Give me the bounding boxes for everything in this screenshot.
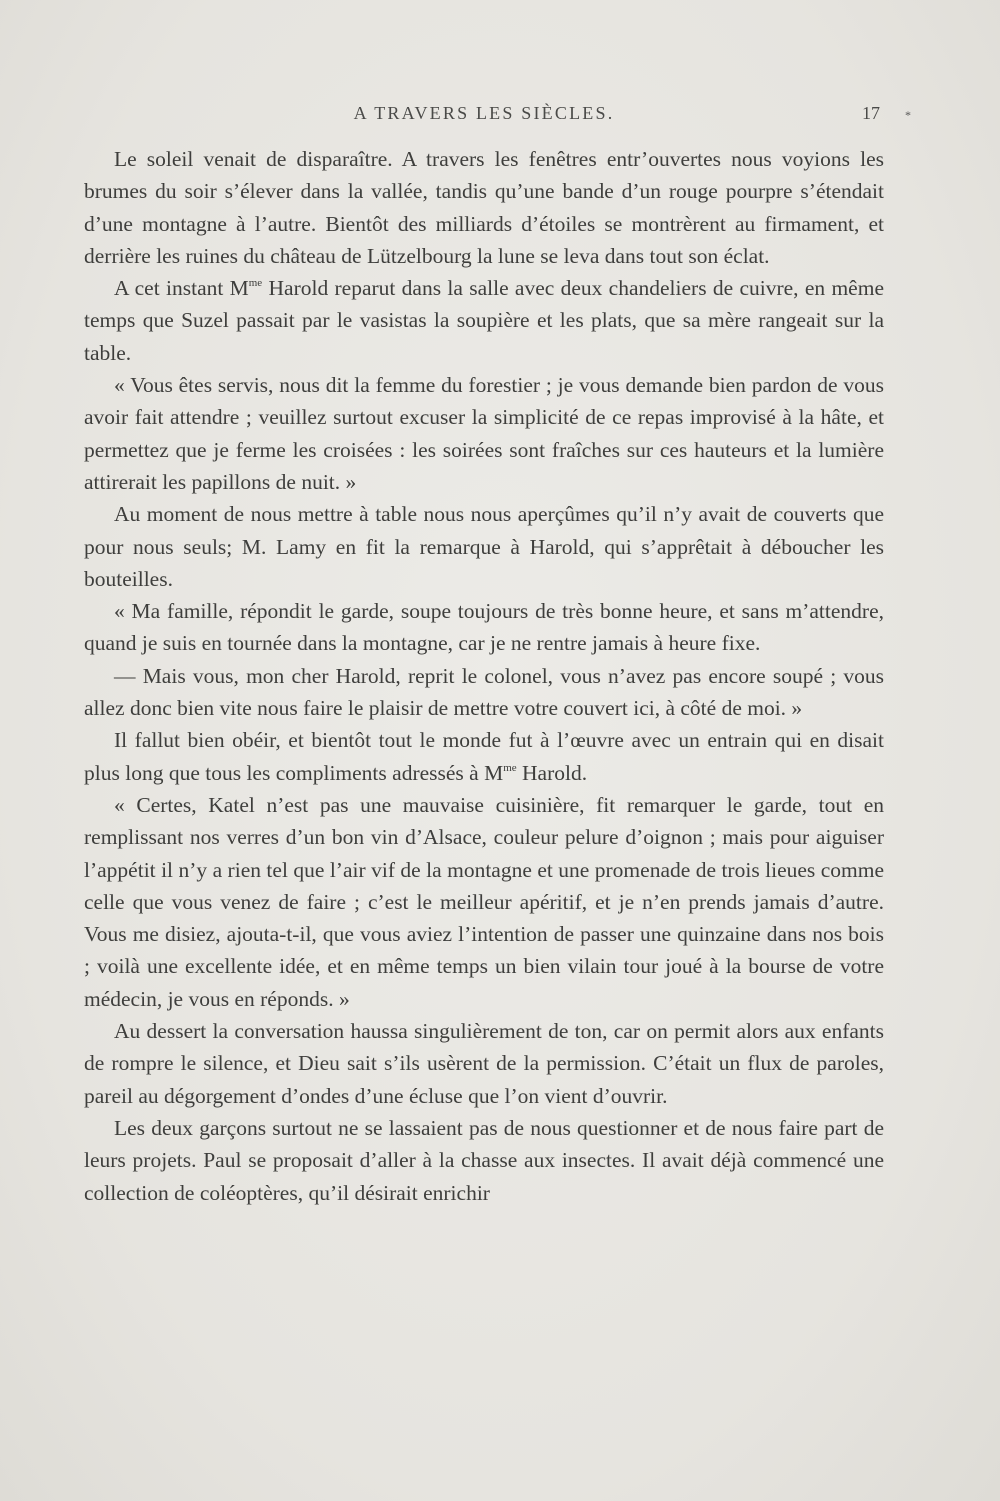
paragraph-text: A cet instant M (114, 276, 249, 301)
paragraph: « Certes, Katel n’est pas une mauvaise cuisinière, fit remarquer le garde, tout en remplissant nos verres d’un bon vin d’Alsace, couleur pelure d’oignon ; mais pour aiguiser l’appétit il n’y a rien tel que l’air vif de la montagne et une promenade de trois lieues comme celle que vous venez de faire ; c’est le meilleur apéritif, et je n’en prends jamais d’autre. Vous me disiez, ajouta-t-il, que vous aviez l’intention de passer une quinzaine dans nos bois ; voilà une excellente idée, et en même temps un bien vilain tour joué à la bourse de votre médecin, je vous en réponds. » (84, 792, 884, 1011)
body-text (84, 143, 884, 1209)
running-title: A TRAVERS LES SIÈCLES. (353, 103, 615, 123)
paragraph: Les deux garçons surtout ne se lassaient pas de nous questionner et de nous faire part de leurs projets. Paul se proposait d’aller à la chasse aux insectes. Il avait déjà commencé une collection de coléoptères, qu’il désirait enrichir (84, 1115, 884, 1205)
paragraph: Au moment de nous mettre à table nous nous aperçûmes qu’il n’y avait de couverts que pour nous seuls; M. Lamy en fit la remarque à Harold, qui s’apprêtait à déboucher les bouteilles. (84, 502, 884, 591)
paragraph: « Ma famille, répondit le garde, soupe toujours de très bonne heure, et sans m’attendre, quand je suis en tournée dans la montagne, car je ne rentre jamais à heure fixe. (84, 599, 884, 656)
paragraph-text: Il fallut bien obéir, et bientôt tout le monde fut à l’œuvre avec un entrain qui en disait plus long que tous les compliments adressés à M (84, 728, 884, 785)
paragraph (84, 272, 884, 369)
margin-mark: * (905, 108, 911, 122)
superscript: me (248, 277, 263, 290)
paragraph: Au dessert la conversation haussa singulièrement de ton, car on permit alors aux enfants de rompre le silence, et Dieu sait s’ils usèrent de la permission. C’était un flux de paroles, pareil au dégorgement d’ondes d’une écluse que l’on vient d’ouvrir. (84, 1019, 884, 1108)
superscript: me (503, 761, 517, 774)
paragraph-text: Harold. (516, 760, 588, 785)
page-number: 17 (862, 103, 880, 123)
paragraph (84, 724, 884, 789)
paragraph: Le soleil venait de disparaître. A travers les fenêtres entr’ouvertes nous voyions les brumes du soir s’élever dans la vallée, tandis qu’une bande d’un rouge pourpre s’étendait d’une montagne à l’autre. Bientôt des milliards d’étoiles se montrèrent au firmament, et derrière les ruines du château de Lützelbourg la lune se leva dans tout son éclat. (84, 147, 884, 268)
running-head (84, 103, 884, 127)
paragraph: — Mais vous, mon cher Harold, reprit le colonel, vous n’avez pas encore soupé ; vous allez donc bien vite nous faire le plaisir de mettre votre couvert ici, à côté de moi. » (84, 663, 884, 721)
paragraph-text: Harold reparut dans la salle avec deux chandeliers de cuivre, en même temps que Suzel passait par le vasistas la soupière et les plats, que sa mère rangeait sur la table. (84, 276, 884, 365)
paragraph: « Vous êtes servis, nous dit la femme du forestier ; je vous demande bien pardon de vous avoir fait attendre ; veuillez surtout excuser la simplicité de ce repas improvisé à la hâte, et permettez que je ferme les croisées : les soirées sont fraîches sur ces hauteurs et la lumière attirerait les papillons de nuit. » (84, 373, 884, 494)
